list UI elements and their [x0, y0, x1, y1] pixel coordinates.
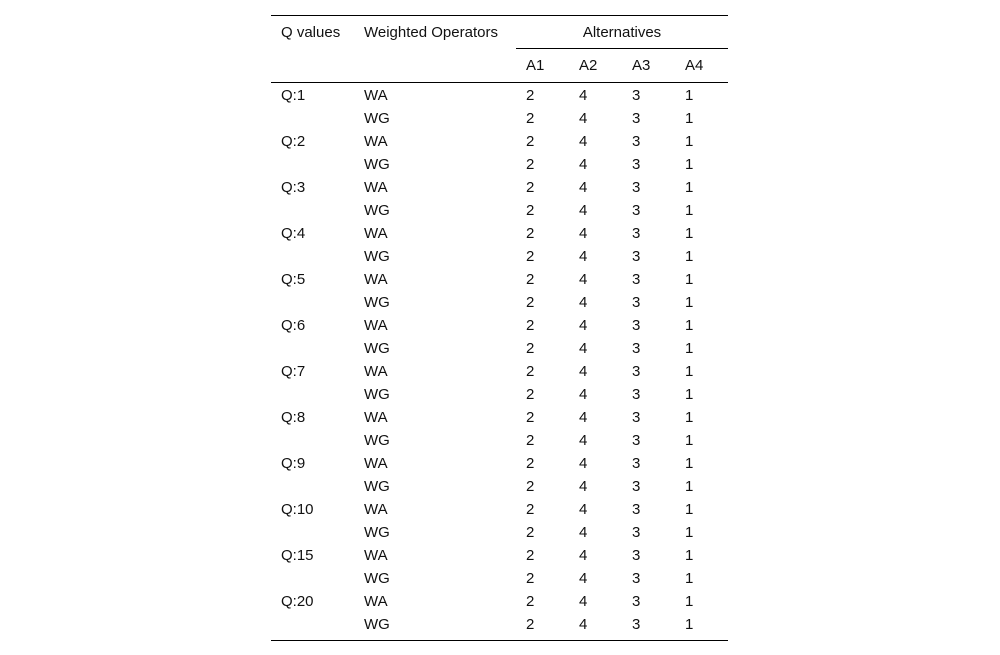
operator-cell: WG: [364, 340, 390, 357]
a3-rank-cell: 3: [632, 501, 641, 518]
q-value-cell: [271, 245, 354, 268]
operator-cell: WA: [364, 455, 388, 472]
q-value-cell: [271, 521, 354, 544]
a4-rank-cell: 1: [685, 248, 694, 265]
a2-rank-cell: 4: [579, 409, 588, 426]
table-row: [271, 567, 728, 590]
a2-rank-cell: 4: [579, 616, 588, 633]
a2-rank-cell: 4: [579, 455, 588, 472]
a1-rank-cell: 2: [526, 87, 535, 104]
a4-rank-cell: 1: [685, 363, 694, 380]
operator-cell: WG: [364, 110, 390, 127]
q-value-cell: Q:1: [281, 87, 306, 104]
operator-cell: WG: [364, 248, 390, 265]
a4-rank-cell: 1: [685, 317, 694, 334]
table-row: [271, 613, 728, 641]
a1-rank-cell: 2: [526, 501, 535, 518]
q-value-cell: [271, 429, 354, 452]
operator-cell: WA: [364, 271, 388, 288]
table-row: [271, 291, 728, 314]
table-row: [271, 452, 728, 475]
header-row-2: [271, 49, 728, 83]
a2-rank-cell: 4: [579, 110, 588, 127]
q-value-cell: Q:10: [281, 501, 314, 518]
a4-rank-cell: 1: [685, 225, 694, 242]
a1-rank-cell: 2: [526, 202, 535, 219]
a1-rank-cell: 2: [526, 432, 535, 449]
a3-rank-cell: 3: [632, 386, 641, 403]
a2-rank-cell: 4: [579, 294, 588, 311]
q-value-cell: [271, 337, 354, 360]
a3-rank-cell: 3: [632, 133, 641, 150]
table-row: [271, 268, 728, 291]
header-a2: A2: [579, 57, 598, 74]
a3-rank-cell: 3: [632, 455, 641, 472]
a4-rank-cell: 1: [685, 87, 694, 104]
operator-cell: WA: [364, 133, 388, 150]
a1-rank-cell: 2: [526, 340, 535, 357]
header-a3: A3: [632, 57, 651, 74]
a3-rank-cell: 3: [632, 225, 641, 242]
q-value-cell: Q:6: [281, 317, 306, 334]
q-value-cell: Q:15: [281, 547, 314, 564]
a1-rank-cell: 2: [526, 271, 535, 288]
a3-rank-cell: 3: [632, 110, 641, 127]
a1-rank-cell: 2: [526, 225, 535, 242]
a3-rank-cell: 3: [632, 179, 641, 196]
table-row: [271, 153, 728, 176]
a2-rank-cell: 4: [579, 340, 588, 357]
q-value-cell: Q:5: [281, 271, 306, 288]
a1-rank-cell: 2: [526, 455, 535, 472]
a2-rank-cell: 4: [579, 271, 588, 288]
header-row-1: [271, 16, 728, 49]
a3-rank-cell: 3: [632, 156, 641, 173]
a3-rank-cell: 3: [632, 87, 641, 104]
a1-rank-cell: 2: [526, 524, 535, 541]
q-value-cell: [271, 383, 354, 406]
a1-rank-cell: 2: [526, 248, 535, 265]
a2-rank-cell: 4: [579, 248, 588, 265]
a4-rank-cell: 1: [685, 202, 694, 219]
a4-rank-cell: 1: [685, 501, 694, 518]
a4-rank-cell: 1: [685, 133, 694, 150]
operator-cell: WA: [364, 225, 388, 242]
a4-rank-cell: 1: [685, 478, 694, 495]
a2-rank-cell: 4: [579, 156, 588, 173]
a3-rank-cell: 3: [632, 340, 641, 357]
table-row: [271, 130, 728, 153]
a1-rank-cell: 2: [526, 156, 535, 173]
a1-rank-cell: 2: [526, 110, 535, 127]
header-weighted-operators: Weighted Operators: [364, 23, 498, 41]
operator-cell: WG: [364, 616, 390, 633]
a1-rank-cell: 2: [526, 547, 535, 564]
a2-rank-cell: 4: [579, 317, 588, 334]
table-header: [271, 16, 728, 83]
a4-rank-cell: 1: [685, 386, 694, 403]
operator-cell: WG: [364, 570, 390, 587]
a2-rank-cell: 4: [579, 179, 588, 196]
a3-rank-cell: 3: [632, 570, 641, 587]
a2-rank-cell: 4: [579, 501, 588, 518]
table-row: [271, 337, 728, 360]
a4-rank-cell: 1: [685, 524, 694, 541]
header-a4: A4: [685, 57, 704, 74]
operator-cell: WG: [364, 156, 390, 173]
a3-rank-cell: 3: [632, 248, 641, 265]
a1-rank-cell: 2: [526, 570, 535, 587]
a4-rank-cell: 1: [685, 593, 694, 610]
a2-rank-cell: 4: [579, 87, 588, 104]
a3-rank-cell: 3: [632, 524, 641, 541]
a4-rank-cell: 1: [685, 340, 694, 357]
q-value-cell: [271, 613, 354, 641]
a3-rank-cell: 3: [632, 294, 641, 311]
a3-rank-cell: 3: [632, 547, 641, 564]
q-value-cell: [271, 153, 354, 176]
a4-rank-cell: 1: [685, 271, 694, 288]
a3-rank-cell: 3: [632, 363, 641, 380]
q-value-cell: [271, 567, 354, 590]
table-row: [271, 314, 728, 337]
table-row: [271, 521, 728, 544]
a3-rank-cell: 3: [632, 409, 641, 426]
operator-cell: WG: [364, 524, 390, 541]
results-table-container: [271, 15, 728, 641]
a1-rank-cell: 2: [526, 363, 535, 380]
table-row: [271, 245, 728, 268]
q-value-cell: Q:20: [281, 593, 314, 610]
a2-rank-cell: 4: [579, 225, 588, 242]
a3-rank-cell: 3: [632, 593, 641, 610]
a2-rank-cell: 4: [579, 133, 588, 150]
q-value-cell: Q:4: [281, 225, 306, 242]
a4-rank-cell: 1: [685, 294, 694, 311]
table-row: [271, 429, 728, 452]
table-row: [271, 383, 728, 406]
q-value-cell: [271, 199, 354, 222]
table-row: [271, 590, 728, 613]
operator-cell: WA: [364, 317, 388, 334]
operator-cell: WG: [364, 432, 390, 449]
table-row: [271, 475, 728, 498]
a2-rank-cell: 4: [579, 593, 588, 610]
a1-rank-cell: 2: [526, 294, 535, 311]
header-blank-q: [271, 49, 354, 83]
a4-rank-cell: 1: [685, 110, 694, 127]
table-row: [271, 498, 728, 521]
a1-rank-cell: 2: [526, 179, 535, 196]
operator-cell: WA: [364, 593, 388, 610]
a3-rank-cell: 3: [632, 202, 641, 219]
a2-rank-cell: 4: [579, 570, 588, 587]
a4-rank-cell: 1: [685, 409, 694, 426]
a2-rank-cell: 4: [579, 432, 588, 449]
q-value-cell: Q:8: [281, 409, 306, 426]
table-row: [271, 222, 728, 245]
operator-cell: WG: [364, 386, 390, 403]
q-value-cell: Q:2: [281, 133, 306, 150]
a4-rank-cell: 1: [685, 432, 694, 449]
a4-rank-cell: 1: [685, 179, 694, 196]
header-a1: A1: [526, 57, 545, 74]
table-row: [271, 360, 728, 383]
header-q-values: Q values: [281, 23, 341, 41]
operator-cell: WA: [364, 87, 388, 104]
table-row: [271, 199, 728, 222]
a2-rank-cell: 4: [579, 386, 588, 403]
table-body: [271, 83, 728, 641]
operator-cell: WG: [364, 294, 390, 311]
operator-cell: WA: [364, 547, 388, 564]
operator-cell: WA: [364, 501, 388, 518]
operator-cell: WG: [364, 202, 390, 219]
a1-rank-cell: 2: [526, 593, 535, 610]
a3-rank-cell: 3: [632, 616, 641, 633]
a4-rank-cell: 1: [685, 455, 694, 472]
a2-rank-cell: 4: [579, 478, 588, 495]
a2-rank-cell: 4: [579, 202, 588, 219]
table-row: [271, 83, 728, 108]
a4-rank-cell: 1: [685, 570, 694, 587]
a2-rank-cell: 4: [579, 547, 588, 564]
operator-cell: WA: [364, 179, 388, 196]
a1-rank-cell: 2: [526, 409, 535, 426]
q-value-cell: [271, 291, 354, 314]
a1-rank-cell: 2: [526, 133, 535, 150]
table-row: [271, 176, 728, 199]
q-value-cell: Q:9: [281, 455, 306, 472]
a1-rank-cell: 2: [526, 478, 535, 495]
table-row: [271, 406, 728, 429]
a2-rank-cell: 4: [579, 524, 588, 541]
a1-rank-cell: 2: [526, 317, 535, 334]
a4-rank-cell: 1: [685, 156, 694, 173]
a1-rank-cell: 2: [526, 386, 535, 403]
a3-rank-cell: 3: [632, 317, 641, 334]
a3-rank-cell: 3: [632, 478, 641, 495]
q-value-cell: Q:3: [281, 179, 306, 196]
results-table: [271, 15, 728, 641]
a2-rank-cell: 4: [579, 363, 588, 380]
a1-rank-cell: 2: [526, 616, 535, 633]
q-value-cell: Q:7: [281, 363, 306, 380]
operator-cell: WA: [364, 409, 388, 426]
a3-rank-cell: 3: [632, 432, 641, 449]
header-alternatives: Alternatives: [516, 16, 728, 49]
header-blank-op: [354, 49, 516, 83]
a4-rank-cell: 1: [685, 616, 694, 633]
q-value-cell: [271, 107, 354, 130]
operator-cell: WA: [364, 363, 388, 380]
q-value-cell: [271, 475, 354, 498]
operator-cell: WG: [364, 478, 390, 495]
a3-rank-cell: 3: [632, 271, 641, 288]
a4-rank-cell: 1: [685, 547, 694, 564]
table-row: [271, 544, 728, 567]
table-row: [271, 107, 728, 130]
